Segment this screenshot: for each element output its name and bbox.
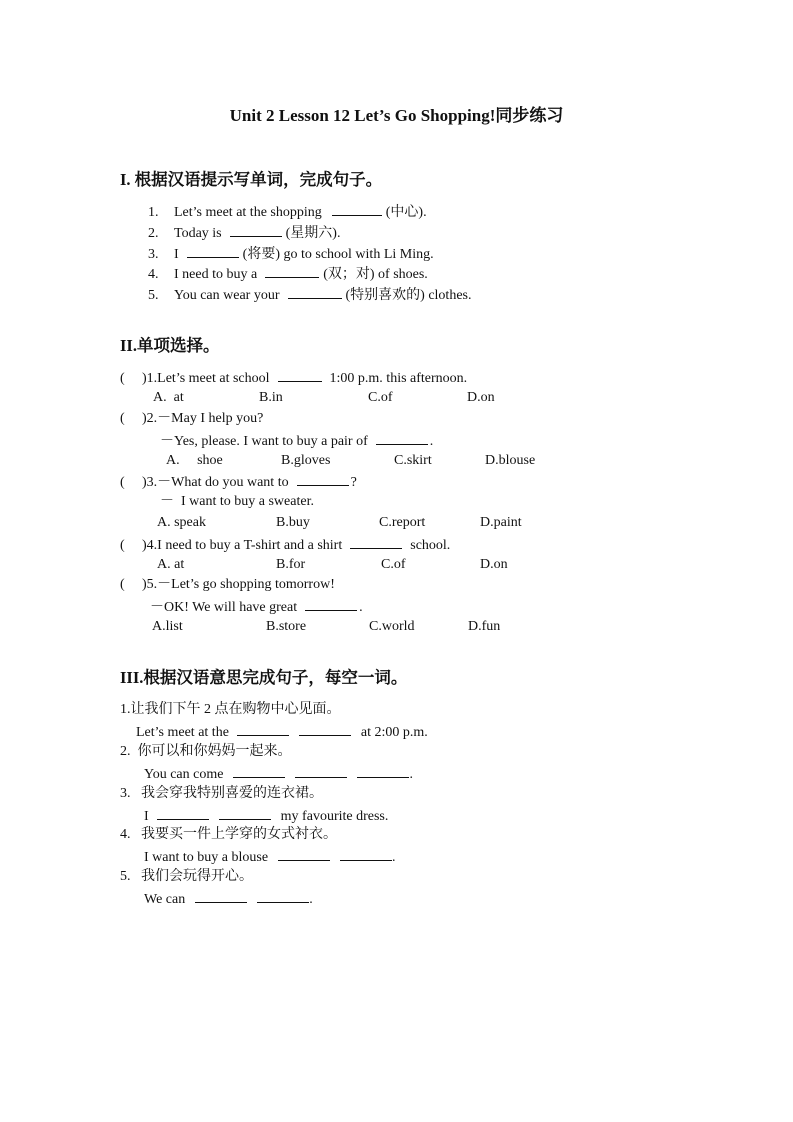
s3-item-2-cn: 2. 你可以和你妈妈一起来。 bbox=[120, 744, 292, 759]
answer-blank[interactable] bbox=[295, 763, 347, 778]
s3-item-2-en: You can come . bbox=[144, 763, 413, 785]
answer-blank[interactable] bbox=[357, 763, 409, 778]
s1-item-2: 2. Today is (星期六). bbox=[148, 222, 340, 244]
s1-item-3: 3. I (将要) go to school with Li Ming. bbox=[148, 243, 434, 265]
answer-blank[interactable] bbox=[257, 888, 309, 903]
q5-option-a[interactable]: A.list bbox=[152, 619, 183, 634]
answer-blank[interactable] bbox=[350, 534, 402, 549]
q2-dialog: －Yes, please. I want to buy a pair of . bbox=[160, 430, 433, 452]
q1-stem: ( )1.Let’s meet at school 1:00 p.m. this afternoon. bbox=[120, 367, 467, 389]
q1-option-a[interactable]: A. at bbox=[153, 390, 184, 405]
q1-option-c[interactable]: C.of bbox=[368, 390, 393, 405]
answer-blank[interactable] bbox=[332, 201, 382, 216]
answer-blank[interactable] bbox=[278, 846, 330, 861]
s3-item-1-cn: 1.让我们下午 2 点在购物中心见面。 bbox=[120, 702, 341, 717]
answer-paren[interactable]: ( bbox=[120, 371, 125, 386]
q4-option-d[interactable]: D.on bbox=[480, 557, 508, 572]
s1-item-1: 1. Let’s meet at the shopping (中心). bbox=[148, 201, 427, 223]
s3-item-4-cn: 4. 我要买一件上学穿的女式衬衣。 bbox=[120, 827, 337, 842]
answer-paren[interactable]: ( bbox=[120, 538, 125, 553]
answer-blank[interactable] bbox=[305, 596, 357, 611]
answer-blank[interactable] bbox=[237, 721, 289, 736]
answer-blank[interactable] bbox=[157, 805, 209, 820]
q5-dialog: －OK! We will have great . bbox=[150, 596, 363, 618]
answer-blank[interactable] bbox=[299, 721, 351, 736]
q2-option-d[interactable]: D.blouse bbox=[485, 453, 536, 468]
answer-blank[interactable] bbox=[340, 846, 392, 861]
answer-paren[interactable]: ( bbox=[120, 411, 125, 426]
answer-blank[interactable] bbox=[376, 430, 428, 445]
answer-blank[interactable] bbox=[265, 263, 319, 278]
s3-item-1-en: Let’s meet at the at 2:00 p.m. bbox=[136, 721, 428, 743]
q4-option-c[interactable]: C.of bbox=[381, 557, 406, 572]
answer-blank[interactable] bbox=[278, 367, 322, 382]
page-title: Unit 2 Lesson 12 Let’s Go Shopping!同步练习 bbox=[229, 106, 564, 125]
section-3-heading: III.根据汉语意思完成句子，每空一词。 bbox=[120, 668, 408, 687]
q2-option-c[interactable]: C.skirt bbox=[394, 453, 432, 468]
s1-item-5: 5. You can wear your (特别喜欢的) clothes. bbox=[148, 284, 471, 306]
q5-stem: ( )5.－Let’s go shopping tomorrow! bbox=[120, 575, 335, 595]
answer-blank[interactable] bbox=[233, 763, 285, 778]
s3-item-3-en: I my favourite dress. bbox=[144, 805, 388, 827]
section-2-heading: II.单项选择。 bbox=[120, 336, 220, 355]
q3-dialog: － I want to buy a sweater. bbox=[160, 494, 314, 509]
answer-blank[interactable] bbox=[195, 888, 247, 903]
answer-paren[interactable]: ( bbox=[120, 577, 125, 592]
q3-option-b[interactable]: B.buy bbox=[276, 515, 310, 530]
q1-option-b[interactable]: B.in bbox=[259, 390, 283, 405]
s3-item-3-cn: 3. 我会穿我特别喜爱的连衣裙。 bbox=[120, 786, 323, 801]
answer-blank[interactable] bbox=[297, 471, 349, 486]
q3-option-c[interactable]: C.report bbox=[379, 515, 426, 530]
q3-stem: ( )3.－What do you want to ? bbox=[120, 471, 357, 493]
q4-option-b[interactable]: B.for bbox=[276, 557, 306, 572]
answer-paren[interactable]: ( bbox=[120, 475, 125, 490]
s3-item-5-en: We can . bbox=[144, 888, 313, 910]
answer-blank[interactable] bbox=[230, 222, 282, 237]
answer-blank[interactable] bbox=[288, 284, 342, 299]
section-1-heading: I. 根据汉语提示写单词，完成句子。 bbox=[120, 170, 383, 189]
q4-option-a[interactable]: A. at bbox=[157, 557, 185, 572]
q3-option-d[interactable]: D.paint bbox=[480, 515, 522, 530]
q5-option-c[interactable]: C.world bbox=[369, 619, 415, 634]
s3-item-5-cn: 5. 我们会玩得开心。 bbox=[120, 869, 253, 884]
q1-option-d[interactable]: D.on bbox=[467, 390, 495, 405]
q2-stem: ( )2.－May I help you? bbox=[120, 409, 263, 429]
q2-option-a[interactable]: A. shoe bbox=[166, 453, 223, 468]
q5-option-d[interactable]: D.fun bbox=[468, 619, 501, 634]
s3-item-4-en: I want to buy a blouse . bbox=[144, 846, 396, 868]
answer-blank[interactable] bbox=[219, 805, 271, 820]
q4-stem: ( )4.I need to buy a T-shirt and a shirt school. bbox=[120, 534, 450, 556]
q2-option-b[interactable]: B.gloves bbox=[281, 453, 331, 468]
s1-item-4: 4. I need to buy a (双；对) of shoes. bbox=[148, 263, 428, 285]
q5-option-b[interactable]: B.store bbox=[266, 619, 307, 634]
q3-option-a[interactable]: A. speak bbox=[157, 515, 206, 530]
answer-blank[interactable] bbox=[187, 243, 239, 258]
